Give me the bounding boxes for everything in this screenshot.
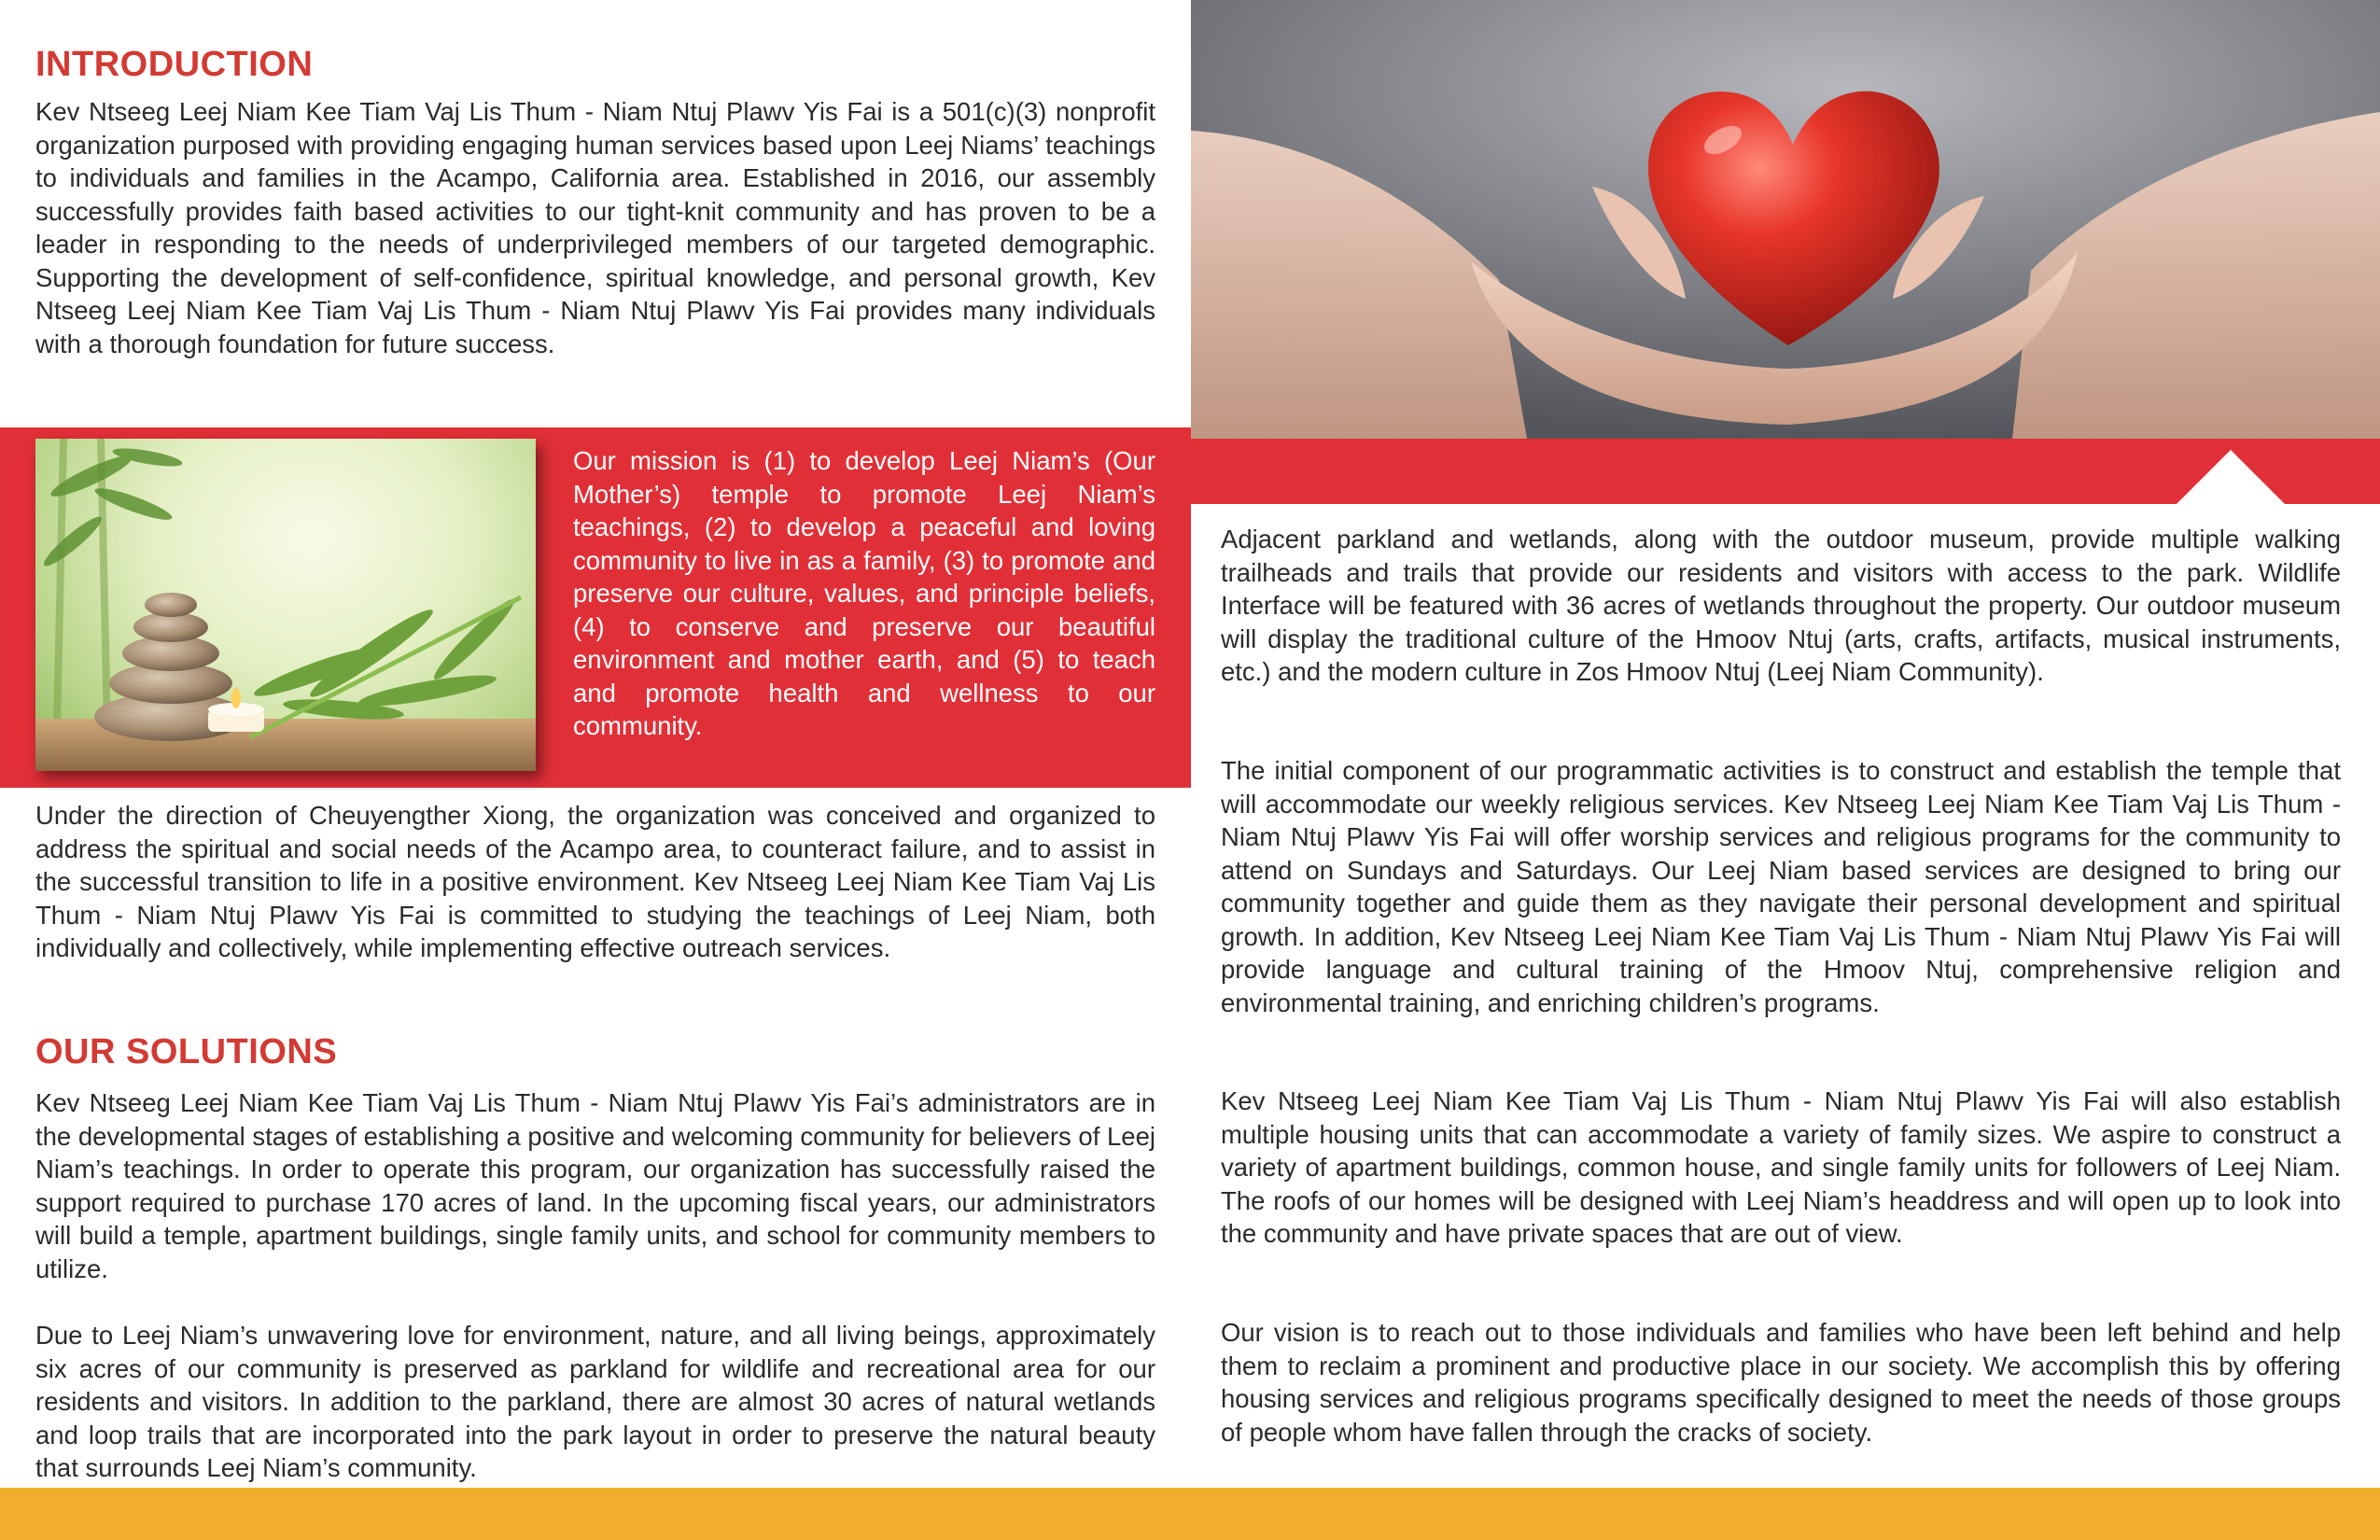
- heart-hands-illustration: [1191, 0, 2380, 439]
- housing-paragraph: Kev Ntseeg Leej Niam Kee Tiam Vaj Lis Thum - Niam Ntuj Plawv Yis Fai will also establish multiple housing units that can accommodate a variety of family sizes. We aspire to construct a variety of apartment buildings, common house, and single family units for followers of Leej Niam. The roofs of our homes will be designed with Leej Niam’s headdress and will open up to look into the community and have private spaces that are out of view.: [1221, 1086, 2341, 1248]
- parkland-paragraph: Adjacent parkland and wetlands, along with the outdoor museum, provide multiple walking trailheads and trails that provide our residents and visitors with access to the park. Wildlife Interface will be featured with 36 acres of wetlands throughout the property. Our outdoor museum will display the traditional culture of the Hmoov Ntuj (arts, crafts, artifacts, musical instruments, etc.) and the modern culture in Zos Hmoov Ntuj (Leej Niam Community).: [1221, 525, 2341, 686]
- direction-paragraph: Under the direction of Cheuyengther Xiong, the organization was conceived and organized to address the spiritual and social needs of the Acampo area, to counteract failure, and to assist in the successful transition to life in a positive environment. Kev Ntseeg Leej Niam Kee Tiam Vaj Lis Thum - Niam Ntuj Plawv Yis Fai is committed to studying the teachings of Leej Niam, both individually and collectively, while implementing effective outreach services.: [35, 801, 1155, 962]
- footer-band: [0, 1488, 2380, 1540]
- solutions-heading: OUR SOLUTIONS: [35, 1032, 338, 1071]
- zen-stones-photo: [35, 439, 536, 771]
- mission-paragraph: Our mission is (1) to develop Leej Niam’s (Our Mother’s) temple to promote Leej Niam’s teachings, (2) to develop a peaceful and loving community to live in as a family, (3) to promote and preserve our culture, values, and principle beliefs, (4) to conserve and preserve our beautiful environment and mother earth, and (5) to teach and promote health and wellness to our community.: [573, 446, 1155, 740]
- zen-stones-illustration: [35, 439, 536, 771]
- white-notch-triangle: [2175, 450, 2287, 506]
- introduction-paragraph: Kev Ntseeg Leej Niam Kee Tiam Vaj Lis Thum - Niam Ntuj Plawv Yis Fai is a 501(c)(3) nonprofit organization purposed with providing engaging human services based upon Leej Niams’ teachings to individuals and families in the Acampo, California area. Established in 2016, our assembly successfully provides faith based activities to our tight-knit community and has proven to be a leader in responding to the needs of underprivileged members of our targeted demographic. Supporting the development of self-confidence, spiritual knowledge, and personal growth, Kev Ntseeg Leej Niam Kee Tiam Vaj Lis Thum - Niam Ntuj Plawv Yis Fai provides many individuals with a thorough foundation for future success.: [35, 97, 1155, 358]
- programs-paragraph: The initial component of our programmatic activities is to construct and establish the temple that will accommodate our weekly religious services. Kev Ntseeg Leej Niam Kee Tiam Vaj Lis Thum - Niam Ntuj Plawv Yis Fai will offer worship services and religious programs for the community to attend on Sundays and Saturdays. Our Leej Niam based services are designed to bring our community together and guide them as they navigate their personal development and spiritual growth. In addition, Kev Ntseeg Leej Niam Kee Tiam Vaj Lis Thum - Niam Ntuj Plawv Yis Fai will provide language and cultural training of the Hmoov Ntuj, comprehensive religion and environmental training, and enriching children’s programs.: [1221, 756, 2341, 1017]
- solutions-paragraph-2: Due to Leej Niam’s unwavering love for environment, nature, and all living beings, approximately six acres of our community is preserved as parkland for wildlife and recreational area for our residents and visitors. In addition to the parkland, there are almost 30 acres of natural wetlands and loop trails that are incorporated into the park layout in order to preserve the natural beauty that surrounds Leej Niam’s community.: [35, 1321, 1155, 1482]
- vision-paragraph: Our vision is to reach out to those individuals and families who have been left behind and help them to reclaim a prominent and productive place in our society. We accomplish this by offering housing services and religious programs specifically designed to meet the needs of those groups of people whom have fallen through the cracks of society.: [1221, 1318, 2341, 1447]
- solutions-paragraph-1: Kev Ntseeg Leej Niam Kee Tiam Vaj Lis Thum - Niam Ntuj Plawv Yis Fai’s administrators are in the developmental stages of establishing a positive and welcoming community for believers of Leej Niam’s teachings. In order to operate this program, our organization has successfully raised the support required to purchase 170 acres of land. In the upcoming fiscal years, our administrators will build a temple, apartment buildings, single family units, and school for community members to utilize.: [35, 1088, 1155, 1283]
- heart-hands-photo: [1191, 0, 2380, 439]
- introduction-heading: INTRODUCTION: [35, 45, 314, 84]
